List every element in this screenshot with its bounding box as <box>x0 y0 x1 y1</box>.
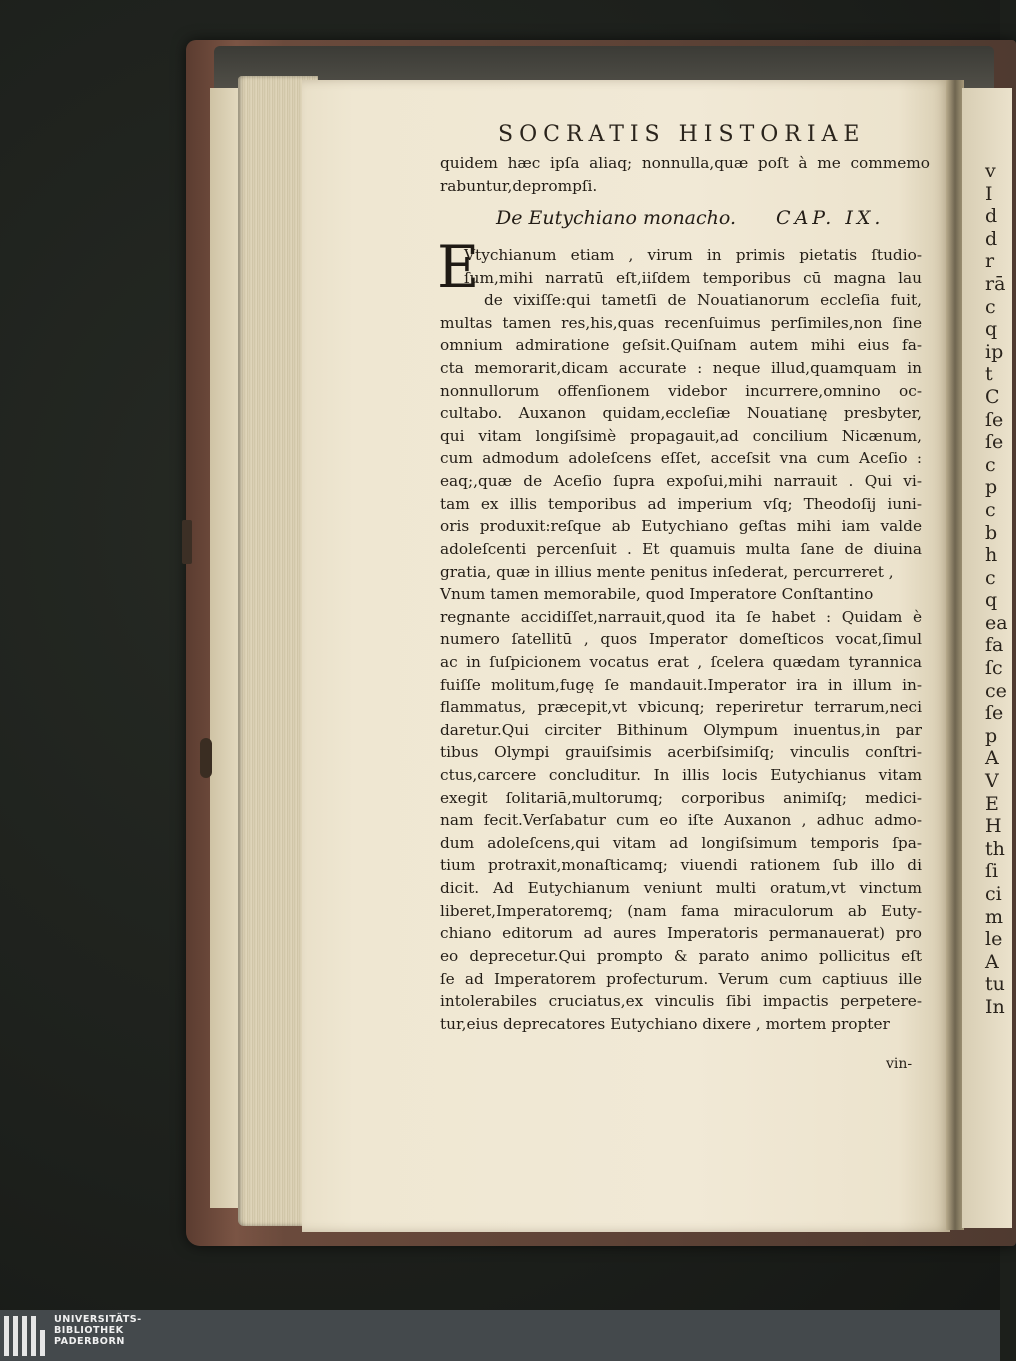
facing-letter: p <box>985 724 998 747</box>
text-line: ctus,carcere concluditur. In illis locis Eutychianus vitam <box>440 766 922 785</box>
text-line: Vnum tamen memorabile, quod Imperatore Conſtantino <box>440 585 874 604</box>
facing-letter: r <box>985 250 995 273</box>
facing-letter: C <box>985 385 1000 408</box>
text-line: rabuntur,deprompſi. <box>440 176 598 195</box>
facing-letter: A <box>985 950 999 973</box>
facing-letter: rā <box>985 272 1006 295</box>
text-line: tur,eius deprecatores Eutychiano dixere , mortem propter <box>440 1014 890 1033</box>
facing-letter: ci <box>985 883 1002 905</box>
text-line: tium protraxit,monaſticamq; viuendi rationem ſub illo di <box>440 856 922 875</box>
facing-letter: v <box>985 160 996 182</box>
running-head: SOCRATIS HISTORIAE <box>498 122 866 147</box>
body-text <box>440 244 922 1035</box>
text-line: dum adoleſcens,qui vitam ad longiſsimum temporis ſpa- <box>440 833 922 852</box>
facing-letter: ſe <box>985 431 1004 454</box>
facing-letter: le <box>985 928 1003 951</box>
text-line: ac in ſuſpicionem vocatus erat , ſcelera quædam tyrannica <box>440 652 922 671</box>
text-line: chiano editorum ad aures Imperatoris permanauerat) pro <box>440 924 922 943</box>
library-footer <box>0 1310 1000 1361</box>
facing-letter: c <box>985 453 996 476</box>
text-line: qui vitam longiſsimè propagauit,ad concilium Nicænum, <box>440 426 922 445</box>
facing-letter: ce <box>985 679 1007 702</box>
facing-letter: ſe <box>985 702 1004 725</box>
text-line: dicit. Ad Eutychianum veniunt multi oratum,vt vinctum <box>440 879 922 898</box>
facing-letter: In <box>985 995 1005 1018</box>
text-line: adoleſcenti percenſuit . Et quamuis multa ſane de diuina <box>440 539 922 558</box>
library-name <box>54 1314 142 1347</box>
facing-letter: ſc <box>985 657 1003 680</box>
text-line: ſum,mihi narratū eſt,iiſdem temporibus cū magna lau <box>464 268 922 287</box>
facing-letter: q <box>985 589 998 612</box>
facing-letter: V <box>985 770 999 793</box>
text-line: exegit ſolitariā,multorumq; corporibus animiſq; medici- <box>440 788 922 807</box>
facing-page-text <box>985 160 1008 1019</box>
library-logo-icon <box>4 1316 48 1356</box>
opening-lines <box>440 152 930 197</box>
text-line: gratia, quæ in illius mente penitus inſederat, percurreret , <box>440 562 894 581</box>
text-line: liberet,Imperatoremq; (nam fama miraculorum ab Euty- <box>440 901 922 920</box>
text-line: numero ſatellitū , quos Imperator domeſticos vocat,ſimul <box>440 630 922 649</box>
text-line: eaq;,quæ de Aceſio ſupra expoſui,mihi narrauit . Qui vi- <box>440 472 922 491</box>
facing-letter: q <box>985 318 998 341</box>
library-name-line: UNIVERSITÄTS- <box>54 1314 142 1325</box>
text-line: cultabo. Auxanon quidam,eccleſiæ Nouatianę presbyter, <box>440 404 922 423</box>
catch-word: vin- <box>886 1056 913 1072</box>
text-line: regnante accidiſſet,narrauit,quod ita ſe habet : Quidam è <box>440 607 922 626</box>
facing-letter: H <box>985 815 1002 838</box>
text-line: tibus Olympi grauiſsimis acerbiſsimiſq; vinculis conſtri- <box>440 743 922 762</box>
facing-letter: ip <box>985 340 1004 363</box>
facing-letter: A <box>985 747 999 770</box>
text-line: multas tamen res,his,quas recenſuimus perſimiles,non ſine <box>440 313 922 332</box>
facing-letter: E <box>985 792 999 815</box>
text-line: ſe ad Imperatorem profecturum. Verum cum captiuus ille <box>440 969 922 988</box>
text-line: cum admodum adoleſcens eſſet, acceſsit vna cum Aceſio : <box>440 449 922 468</box>
text-line: omnium admiratione geſsit.Quiſnam autem mihi eius fa- <box>440 336 922 355</box>
text-line: Vtychianum etiam , virum in primis pietatis ſtudio- <box>464 246 922 264</box>
text-line: fuiſſe molitum,fugę ſe mandauit.Imperator ira in illum in- <box>440 675 922 694</box>
facing-letter: fa <box>985 634 1004 657</box>
facing-letter: b <box>985 521 998 544</box>
text-line: flammatus, præcepit,vt vbicunq; reperiretur terrarum,neci <box>440 698 922 717</box>
facing-letter: t <box>985 363 993 386</box>
chapter-title: De Eutychiano monacho. <box>496 207 737 229</box>
facing-letter: ea <box>985 611 1008 634</box>
chapter-number: CAP. IX. <box>776 207 885 229</box>
library-name-line: BIBLIOTHEK <box>54 1325 124 1336</box>
facing-letter: h <box>985 544 998 567</box>
facing-letter: ſe <box>985 408 1004 431</box>
facing-letter: ſi <box>985 860 999 883</box>
binding-ornament <box>200 738 212 778</box>
facing-letter: th <box>985 837 1005 860</box>
text-line: oris produxit:reſque ab Eutychiano geſtas mihi iam valde <box>440 517 922 536</box>
facing-letter: d <box>985 227 998 250</box>
text-line: tam ex illis temporibus ad imperium vſq; Theodoſij iuni- <box>440 494 922 513</box>
text-line: eo deprecetur.Qui prompto & parato animo pollicitus eſt <box>440 946 922 965</box>
text-line: daretur.Qui circiter Bithinum Olympum inuentus,in par <box>440 720 922 739</box>
facing-letter: c <box>985 498 996 521</box>
text-line: intolerabiles cruciatus,ex vinculis ſibi impactis perpetere- <box>440 992 922 1011</box>
facing-letter: m <box>985 905 1004 928</box>
facing-letter: I <box>985 182 993 205</box>
facing-letter: tu <box>985 973 1005 996</box>
text-line: quidem hæc ipſa aliaq; nonnulla,quæ poſt à me commemo <box>440 154 930 172</box>
library-name-line: PADERBORN <box>54 1336 125 1347</box>
text-line: nonnullorum offenſionem videbor incurrere,omnino oc- <box>440 381 922 400</box>
binding-clasp <box>182 520 192 564</box>
text-line: cta memorarit,dicam accurate : neque illud,quamquam in <box>440 359 922 378</box>
facing-letter: p <box>985 476 998 499</box>
drop-cap-initial: E <box>437 233 480 301</box>
facing-letter: d <box>985 205 998 228</box>
text-line: de vixiſſe:qui tametſi de Nouatianorum eccleſia fuit, <box>484 291 922 310</box>
facing-letter: c <box>985 295 996 318</box>
chapter-heading <box>496 207 884 229</box>
text-line: nam fecit.Verſabatur cum eo iſte Auxanon , adhuc admo- <box>440 811 922 830</box>
facing-letter: c <box>985 566 996 589</box>
